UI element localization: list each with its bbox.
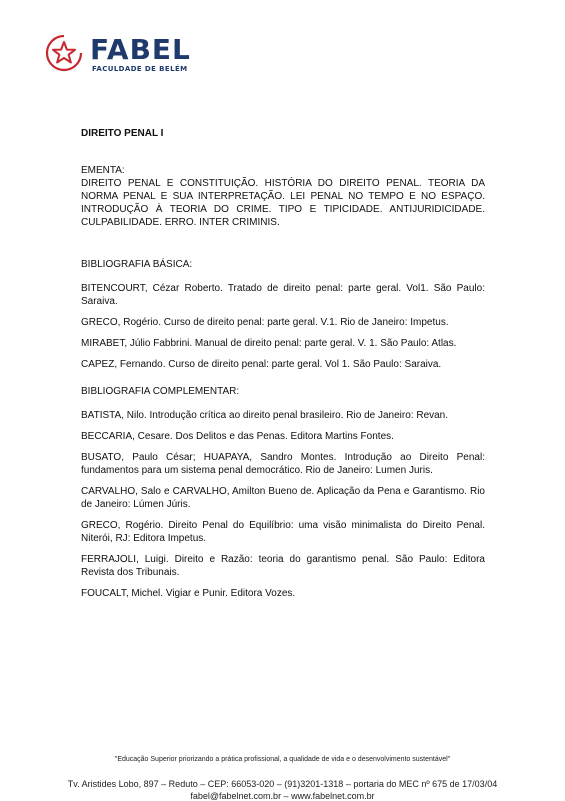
fabel-logo xyxy=(44,33,194,79)
document-body xyxy=(81,127,485,608)
footer-contact: fabel@fabelnet.com.br – www.fabelnet.com.br xyxy=(190,791,375,801)
reference-item: GRECO, Rogério. Direito Penal do Equilíbrio: uma visão minimalista do Direito Penal. Niterói, RJ: Editora Impetus. xyxy=(81,520,485,544)
reference-item: GRECO, Rogério. Curso de direito penal: parte geral. V.1. Rio de Janeiro: Impetus. xyxy=(81,317,449,328)
reference-item: BITENCOURT, Cézar Roberto. Tratado de direito penal: parte geral. Vol1. São Paulo: Saraiva. xyxy=(81,283,485,307)
footer-address: Tv. Aristides Lobo, 897 – Reduto – CEP: 66053-020 – (91)3201-1318 – portaria do MEC nº 675 de 17/03/04 xyxy=(67,779,498,789)
ementa-label: EMENTA: xyxy=(81,165,125,176)
reference-item: MIRABET, Júlio Fabbrini. Manual de direito penal: parte geral. V. 1. São Paulo: Atlas. xyxy=(81,338,457,349)
ementa-text: DIREITO PENAL E CONSTITUIÇÃO. HISTÓRIA DO DIREITO PENAL. TEORIA DA NORMA PENAL E SUA INTERPRETAÇÃO. LEI PENAL NO TEMPO E NO ESPAÇO. INTRODUÇÃO À TEORIA DO CRIME. TIPO E TIPICIDADE. ANTIJURIDICIDADE. CULPABILIDADE. ERRO. INTER CRIMINIS. xyxy=(81,178,485,228)
complementary-bibliography-title: BIBLIOGRAFIA COMPLEMENTAR: xyxy=(81,386,240,397)
reference-item: FOUCALT, Michel. Vigiar e Punir. Editora Vozes. xyxy=(81,588,296,599)
page-title: DIREITO PENAL I xyxy=(81,128,164,139)
star-seal-icon xyxy=(44,33,84,73)
footer-quote: "Educação Superior priorizando a prática profissional, a qualidade de vida e o desenvolvimento sustentável" xyxy=(114,756,451,763)
basic-bibliography-title: BIBLIOGRAFIA BÁSICA: xyxy=(81,259,193,270)
reference-item: CARVALHO, Salo e CARVALHO, Amilton Bueno de. Aplicação da Pena e Garantismo. Rio de Janeiro: Lúmen Júris. xyxy=(81,486,485,510)
brand-name: FABEL xyxy=(90,33,191,66)
reference-item: FERRAJOLI, Luigi. Direito e Razão: teoria do garantismo penal. São Paulo: Editora Revista dos Tribunais. xyxy=(81,554,485,578)
reference-item: BECCARIA, Cesare. Dos Delitos e das Penas. Editora Martins Fontes. xyxy=(81,431,394,442)
brand-subtitle: FACULDADE DE BELÉM xyxy=(92,65,188,73)
reference-item: BUSATO, Paulo César; HUAPAYA, Sandro Montes. Introdução ao Direito Penal: fundamentos para um sistema penal democrático. Rio de Janeiro: Lumen Juris. xyxy=(81,452,485,476)
reference-item: CAPEZ, Fernando. Curso de direito penal: parte geral. Vol 1. São Paulo: Saraiva. xyxy=(81,359,442,370)
reference-item: BATISTA, Nilo. Introdução crítica ao direito penal brasileiro. Rio de Janeiro: Revan. xyxy=(81,410,449,421)
